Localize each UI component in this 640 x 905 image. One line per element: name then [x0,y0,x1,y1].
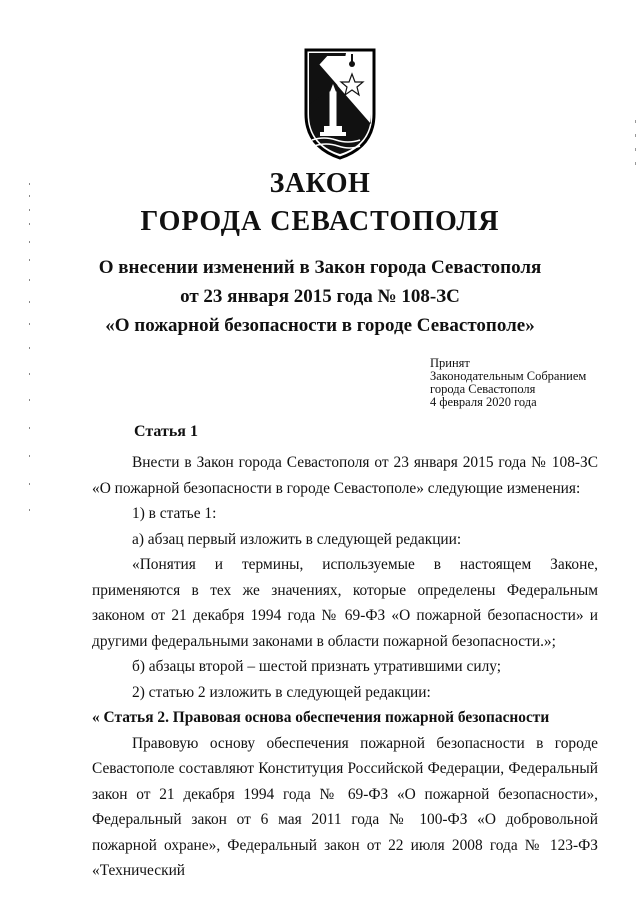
article-2-heading: « Статья 2. Правовая основа обеспечения пожарной безопасности [92,709,550,726]
adoption-date: 4 февраля 2020 года [430,395,537,409]
law-city-title: ГОРОДА СЕВАСТОПОЛЯ [140,206,500,237]
article-1-paragraph-5: б) абзацы второй – шестой признать утратившими силу; [132,658,502,675]
article-2-paragraph-1: Правовую основу обеспечения пожарной безопасности в городе Севастополе составляют Конституция Российской Федерации, Федеральный закон от 21 декабря 1994 года № 69-ФЗ «О пожарной безопасности», Федеральный закон от 6 мая 2011 года № 100-ФЗ «О добровольной пожарной охране», Федеральный закон от 22 июля 2008 года № 123-ФЗ «Технический [92,734,598,879]
adoption-note [430,357,620,409]
article-1-heading: Статья 1 [134,423,198,440]
adoption-line-3: города Севастополя [430,382,536,396]
article-1-paragraph-2: 1) в статье 1: [132,505,217,522]
subtitle-line-2: от 23 января 2015 года № 108-ЗС [180,286,460,307]
article-1-paragraph-6: 2) статью 2 изложить в следующей редакции: [132,683,431,701]
adoption-line-2: Законодательным Собранием [430,369,587,383]
article-1-paragraph-3: а) абзац первый изложить в следующей редакции: [132,530,462,548]
subtitle-line-3: «О пожарной безопасности в городе Севастополе» [105,315,535,336]
subtitle-line-1: О внесении изменений в Закон города Севастополя [98,257,542,278]
law-title: ЗАКОН [269,168,371,199]
article-1-paragraph-1: Внести в Закон города Севастополя от 23 января 2015 года № 108-ЗС «О пожарной безопасности в городе Севастополе» следующие изменения: [92,454,598,497]
article-1-paragraph-4: «Понятия и термины, используемые в настоящем Законе, применяются в тех же значениях, которые определены Федеральным законом от 21 декабря 1994 года № 69-ФЗ «О пожарной безопасности» и другими федеральными законами в области пожарной безопасности.»; [92,556,598,650]
sevastopol-coat-of-arms-icon [300,44,380,162]
adoption-line-1: Принят [430,356,470,370]
article-body [92,450,598,884]
